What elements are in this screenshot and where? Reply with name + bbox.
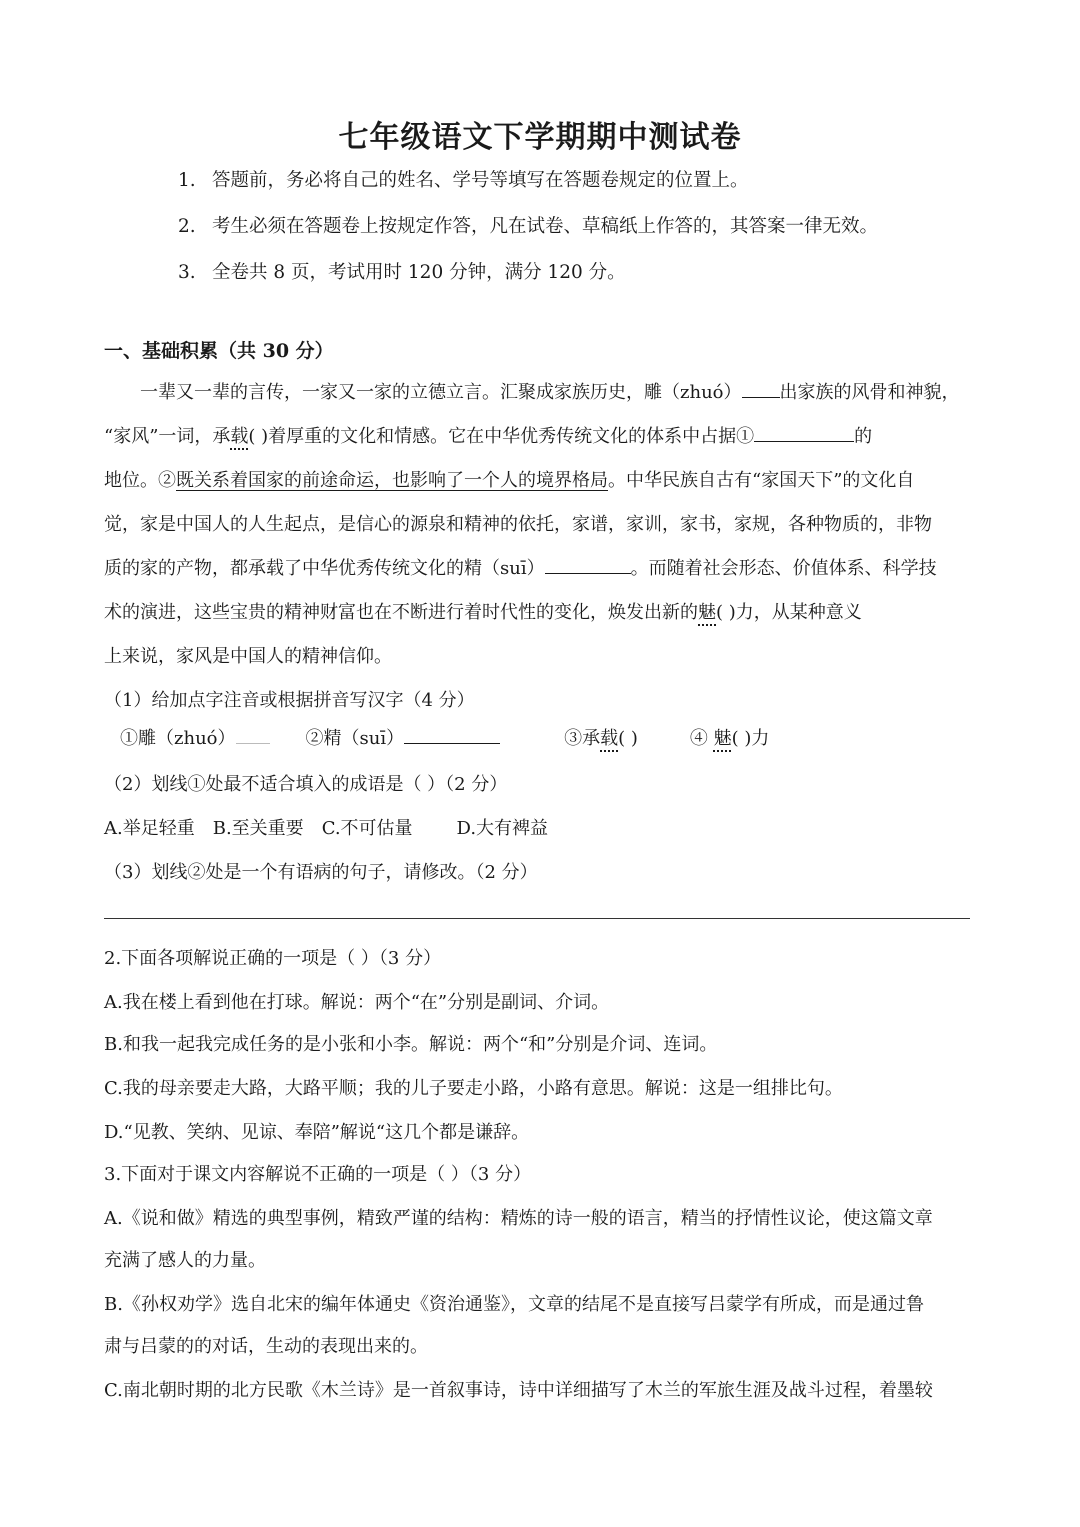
passage-line: 上来说，家风是中国人的精神信仰。: [104, 646, 392, 667]
section-heading: 一、基础积累（共 30 分）: [104, 340, 334, 362]
question-prompt: （2）划线①处最不适合填入的成语是（ ）（2 分）: [104, 774, 508, 795]
question-prompt: （1）给加点字注音或根据拼音写汉字（4 分）: [104, 690, 475, 711]
notice-number: 1.: [178, 170, 196, 191]
fill-blank[interactable]: [236, 725, 270, 744]
fill-blank[interactable]: [754, 423, 854, 442]
passage-text: 的: [854, 426, 873, 447]
option-a[interactable]: A.《说和做》精选的典型事例，精致严谨的结构：精炼的诗一般的语言，精当的抒情性议论，使这篇文章: [104, 1208, 933, 1229]
option-c[interactable]: C.不可估量: [321, 818, 413, 839]
fill-blank[interactable]: [545, 555, 631, 574]
underlined-sentence: 既关系着国家的前途命运，也影响了一个人的境界格局: [176, 470, 608, 491]
item-text: ④: [689, 728, 714, 749]
option-b[interactable]: B.至关重要: [212, 818, 304, 839]
notice-item-2: [178, 212, 878, 238]
passage-line: 觉，家是中国人的人生起点，是信心的源泉和精神的依托，家谱，家训，家书，家规，各种物质的，非物: [104, 514, 932, 535]
fill-blank[interactable]: [742, 379, 780, 398]
option-b[interactable]: B.和我一起我完成任务的是小张和小李。解说：两个“和”分别是介词、连词。: [104, 1034, 718, 1055]
passage-line: [140, 378, 960, 404]
passage-text: ( )力，从某种意义: [716, 602, 862, 623]
option-b[interactable]: B.《孙权劝学》选自北宋的编年体通史《资治通鉴》，文章的结尾不是直接写吕蒙学有所成，而是通过鲁: [104, 1294, 924, 1315]
question-items: [120, 724, 769, 750]
option-c[interactable]: C.南北朝时期的北方民歌《木兰诗》是一首叙事诗，诗中详细描写了木兰的军旅生涯及战斗过程，着墨较: [104, 1380, 933, 1401]
passage-text: 地位。②: [104, 470, 176, 491]
dotted-character: 载: [230, 426, 249, 447]
item-text: ②精（suī）: [305, 728, 405, 749]
notice-text: 考生必须在答题卷上按规定作答，凡在试卷、草稿纸上作答的，其答案一律无效。: [212, 216, 879, 237]
notice-text: 全卷共 8 页，考试用时 120 分钟，满分 120 分。: [212, 262, 626, 283]
passage-text: 质的家的产物，都承载了中华优秀传统文化的精（suī）: [104, 558, 545, 579]
notice-text: 答题前，务必将自己的姓名、学号等填写在答题卷规定的位置上。: [212, 170, 749, 191]
passage-text: “家风”一词，承: [104, 426, 231, 447]
passage-text: 。而随着社会形态、价值体系、科学技: [630, 558, 937, 579]
passage-line: [104, 466, 914, 492]
dotted-character: 魅: [713, 728, 732, 749]
notice-item-3: [178, 258, 626, 284]
item-text: ( )力: [731, 728, 770, 749]
dotted-character: 载: [600, 728, 619, 749]
item-text: ①雕（zhuó）: [120, 728, 236, 749]
passage-text: 术的演进，这些宝贵的精神财富也在不断进行着时代性的变化，焕发出新的: [104, 602, 698, 623]
question-stem: 3.下面对于课文内容解说不正确的一项是（ ）（3 分）: [104, 1164, 532, 1185]
item-text: ③承: [564, 728, 601, 749]
passage-text: ( )着厚重的文化和情感。它在中华优秀传统文化的体系中占据①: [248, 426, 755, 447]
notice-item-1: [178, 166, 749, 192]
question-prompt: （3）划线②处是一个有语病的句子，请修改。（2 分）: [104, 862, 538, 883]
answer-line[interactable]: [104, 918, 970, 919]
option-b-continued: 肃与吕蒙的的对话，生动的表现出来的。: [104, 1336, 428, 1357]
option-a[interactable]: A.我在楼上看到他在打球。解说：两个“在”分别是副词、介词。: [104, 992, 610, 1013]
passage-line: [104, 422, 872, 448]
option-c[interactable]: C.我的母亲要走大路，大路平顺；我的儿子要走小路，小路有意思。解说：这是一组排比句。: [104, 1078, 843, 1099]
item-text: ( ): [618, 728, 638, 749]
option-d[interactable]: D.“见教、笑纳、见谅、奉陪”解说“这几个都是谦辞。: [104, 1122, 530, 1143]
option-a-continued: 充满了感人的力量。: [104, 1250, 266, 1271]
passage-text: 一辈又一辈的言传，一家又一家的立德立言。汇聚成家族历史，雕（zhuó）: [140, 382, 742, 403]
passage-text: 出家族的风骨和神貌，: [779, 382, 960, 403]
page-title: 七年级语文下学期期中测试卷: [338, 120, 742, 155]
passage-line: [104, 598, 862, 624]
notice-number: 3.: [178, 262, 196, 283]
passage-line: [104, 554, 937, 580]
dotted-character: 魅: [698, 602, 716, 623]
passage-text: 。中华民族自古有“家国天下”的文化自: [608, 470, 915, 491]
question-stem: 2.下面各项解说正确的一项是（ ）（3 分）: [104, 948, 442, 969]
options-row: [104, 814, 548, 840]
option-a[interactable]: A.举足轻重: [104, 818, 195, 839]
notice-number: 2.: [178, 216, 196, 237]
fill-blank[interactable]: [404, 725, 500, 744]
option-d[interactable]: D.大有裨益: [456, 818, 549, 839]
